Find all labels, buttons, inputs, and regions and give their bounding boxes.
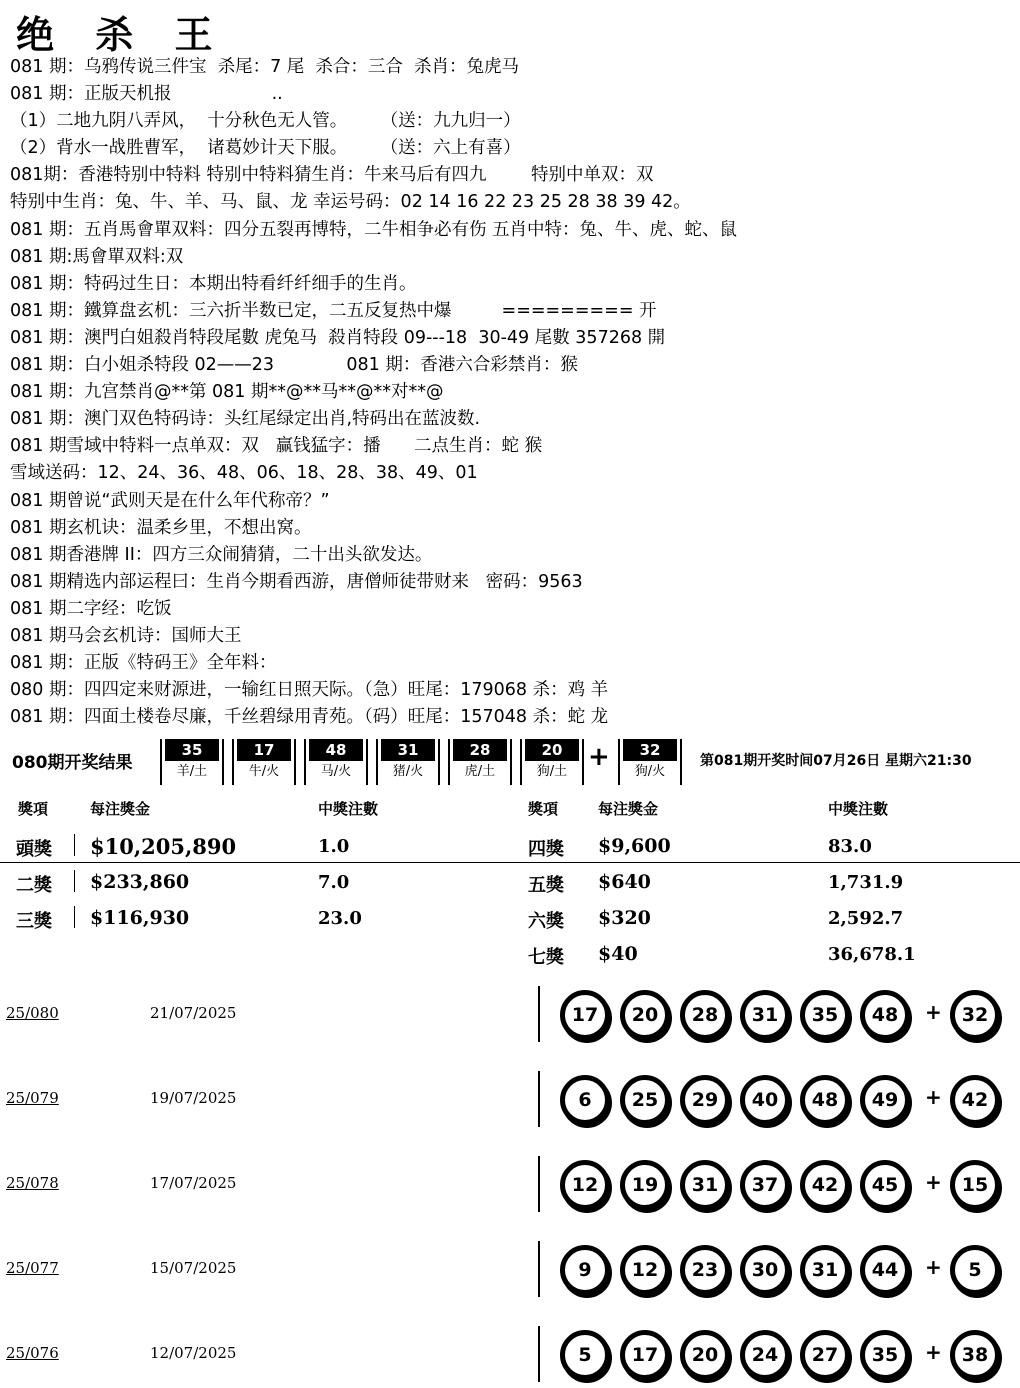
forecast-line: （1）二地九阴八弄风， 十分秋色无人管。 （送：九九归一）: [10, 111, 521, 132]
forecast-line: 081期：香港特别中特料 特别中特料猜生肖：牛来马后有四九 特别中单双：双: [10, 165, 654, 186]
forecast-line: 雪域送码：12、24、36、48、06、18、28、38、49、01: [10, 463, 478, 484]
prize-header-count: 中獎注數: [318, 800, 379, 818]
history-ball: 48: [860, 990, 910, 1040]
draw-ball: [448, 739, 512, 785]
prize-name: 頭獎: [16, 839, 52, 860]
prize-name: 二獎: [16, 875, 52, 896]
prize-header-amount: 每注獎金: [598, 800, 659, 818]
history-ball: 45: [860, 1160, 910, 1210]
history-special-ball: 5: [950, 1245, 1000, 1295]
history-date: 19/07/2025: [150, 1089, 237, 1107]
prize-amount: $233,860: [90, 871, 190, 893]
draw-ball-zodiac: 狗/土: [536, 764, 568, 779]
forecast-line: 081 期曾说“武则天是在什么年代称帝？”: [10, 490, 330, 511]
draw-ball-number: 28: [453, 739, 507, 761]
prize-count: 1,731.9: [828, 872, 904, 893]
history-ball: 35: [800, 990, 850, 1040]
draw-ball-number: 20: [525, 739, 579, 761]
history-ball: 40: [740, 1075, 790, 1125]
forecast-line: 081 期：白小姐杀特段 02——23 081 期：香港六合彩禁肖：猴: [10, 355, 578, 376]
prize-table: [0, 796, 1020, 976]
history-ball: 9: [560, 1245, 610, 1295]
prize-header-item: 獎項: [528, 800, 559, 818]
divider: [538, 1156, 540, 1212]
prize-header-count: 中獎注數: [828, 800, 889, 818]
history-draw-id[interactable]: 25/077: [6, 1259, 59, 1277]
history-date: 21/07/2025: [150, 1004, 237, 1022]
forecast-line: 081 期香港牌 II：四方三众闹猜猜，二十出头欲发达。: [10, 544, 433, 565]
forecast-line: 081 期：九宫禁肖@**第 081 期**@**马**@**对**@: [10, 382, 444, 403]
history-ball: 35: [860, 1330, 910, 1380]
divider: [0, 862, 1020, 863]
history-special-ball: 38: [950, 1330, 1000, 1380]
draw-ball: [160, 739, 224, 785]
forecast-line: 081 期精选内部运程曰：生肖今期看西游，唐僧师徒带财来 密码：9563: [10, 571, 583, 592]
draw-ball-zodiac: 牛/火: [248, 764, 280, 779]
history-special-ball: 32: [950, 990, 1000, 1040]
forecast-line: 081 期二字经：吃饭: [10, 598, 172, 619]
forecast-line: 081 期：澳门双色特码诗：头红尾绿定出肖,特码出在蓝波数.: [10, 409, 481, 430]
history-ball: 23: [680, 1245, 730, 1295]
history-row: [0, 1324, 1020, 1386]
page-title: 绝 杀 王: [16, 12, 227, 57]
history-draw-id[interactable]: 25/076: [6, 1344, 59, 1362]
plus-icon: +: [925, 1170, 942, 1194]
history-ball: 20: [680, 1330, 730, 1380]
history-ball: 30: [740, 1245, 790, 1295]
forecast-line: 081 期：正版《特码王》全年料：: [10, 653, 277, 674]
divider: [538, 1326, 540, 1382]
prize-name: 七獎: [528, 947, 564, 968]
forecast-line: 081 期：鐵算盘玄机：三六折半数已定，二五反复热中爆 ========= 开: [10, 300, 657, 321]
draw-ball-number: 48: [309, 739, 363, 761]
history-draw-id[interactable]: 25/079: [6, 1089, 59, 1107]
draw-result-bar: [0, 736, 1020, 786]
history-ball: 6: [560, 1075, 610, 1125]
draw-ball-zodiac: 马/火: [320, 764, 352, 779]
history-ball: 44: [860, 1245, 910, 1295]
forecast-line: （2）背水一战胜曹军， 诸葛妙计天下服。 （送：六上有喜）: [10, 138, 521, 159]
history-row: [0, 1154, 1020, 1216]
prize-amount: $40: [598, 943, 638, 965]
forecast-line: 081 期玄机诀：温柔乡里，不想出窝。: [10, 517, 312, 538]
forecast-line: 081 期雪域中特料一点单双：双 赢钱猛字：播 二点生肖：蛇 猴: [10, 436, 543, 457]
divider: [74, 870, 75, 892]
forecast-line: 081 期:馬會單双料:双: [10, 246, 184, 267]
draw-ball-number: 35: [165, 739, 219, 761]
prize-name: 三獎: [16, 911, 52, 932]
draw-result-label: 080期开奖结果: [12, 753, 133, 773]
plus-icon: +: [925, 1085, 942, 1109]
plus-icon: +: [925, 1000, 942, 1024]
history-row: [0, 1069, 1020, 1131]
draw-ball-number: 32: [623, 739, 677, 761]
history-ball: 25: [620, 1075, 670, 1125]
history-ball: 17: [620, 1330, 670, 1380]
history-ball: 31: [800, 1245, 850, 1295]
prize-amount: $116,930: [90, 907, 190, 929]
prize-count: 2,592.7: [828, 908, 904, 929]
history-date: 17/07/2025: [150, 1174, 237, 1192]
draw-ball-zodiac: 猪/火: [392, 764, 424, 779]
history-ball: 31: [680, 1160, 730, 1210]
forecast-line: 081 期：澳門白姐殺肖特段尾數 虎兔马 殺肖特段 09---18 30-49 尾數 357268 開: [10, 327, 666, 348]
draw-ball-zodiac: 羊/土: [176, 764, 208, 779]
draw-ball-zodiac: 狗/火: [634, 764, 666, 779]
forecast-line: 080 期：四四定来财源进，一输红日照天际。（急）旺尾：179068 杀：鸡 羊: [10, 680, 609, 701]
history-special-ball: 15: [950, 1160, 1000, 1210]
history-ball: 42: [800, 1160, 850, 1210]
prize-amount: $320: [598, 907, 651, 929]
forecast-text-block: [10, 54, 1010, 731]
next-draw-info: 第081期开奖时间07月26日 星期六21:30: [700, 753, 972, 769]
history-ball: 12: [560, 1160, 610, 1210]
prize-count: 23.0: [318, 908, 362, 929]
prize-header-amount: 每注獎金: [90, 800, 151, 818]
draw-ball-number: 17: [237, 739, 291, 761]
prize-count: 83.0: [828, 836, 872, 857]
history-ball: 37: [740, 1160, 790, 1210]
forecast-line: 081 期：正版天机报 ..: [10, 84, 283, 105]
prize-count: 1.0: [318, 836, 350, 857]
prize-amount: $9,600: [598, 835, 671, 857]
history-ball: 31: [740, 990, 790, 1040]
draw-ball: [304, 739, 368, 785]
history-ball: 24: [740, 1330, 790, 1380]
draw-special-ball: [618, 739, 682, 785]
history-ball: 5: [560, 1330, 610, 1380]
history-draw-id[interactable]: 25/078: [6, 1174, 59, 1192]
plus-icon: +: [925, 1340, 942, 1364]
divider: [74, 906, 75, 928]
forecast-line: 081 期：乌鸦传说三件宝 杀尾：7 尾 杀合：三合 杀肖：兔虎马: [10, 57, 520, 77]
history-ball: 19: [620, 1160, 670, 1210]
prize-name: 五獎: [528, 875, 564, 896]
draw-ball-number: 31: [381, 739, 435, 761]
prize-name: 四獎: [528, 839, 564, 860]
prize-amount: $640: [598, 871, 651, 893]
draw-ball: [376, 739, 440, 785]
prize-name: 六獎: [528, 911, 564, 932]
divider: [74, 834, 75, 856]
forecast-line: 081 期：五肖馬會單双料：四分五裂再博特，二牛相争必有伤 五肖中特：兔、牛、虎、蛇、鼠: [10, 219, 738, 240]
history-ball: 48: [800, 1075, 850, 1125]
history-draw-id[interactable]: 25/080: [6, 1004, 59, 1022]
forecast-line: 081 期：四面土楼卷尽廉，千丝碧绿用青苑。（码）旺尾：157048 杀：蛇 龙: [10, 707, 609, 728]
prize-count: 36,678.1: [828, 944, 916, 965]
forecast-line: 081 期：特码过生日：本期出特看纤纤细手的生肖。: [10, 273, 417, 294]
forecast-line: 081 期马会玄机诗：国师大王: [10, 625, 242, 646]
history-ball: 27: [800, 1330, 850, 1380]
history-ball: 29: [680, 1075, 730, 1125]
history-special-ball: 42: [950, 1075, 1000, 1125]
draw-ball: [520, 739, 584, 785]
history-row: [0, 984, 1020, 1046]
divider: [538, 986, 540, 1042]
divider: [538, 1071, 540, 1127]
history-ball: 28: [680, 990, 730, 1040]
history-date: 15/07/2025: [150, 1259, 237, 1277]
history-ball: 20: [620, 990, 670, 1040]
plus-icon: +: [925, 1255, 942, 1279]
prize-header-item: 獎項: [18, 800, 49, 818]
draw-ball: [232, 739, 296, 785]
prize-count: 7.0: [318, 872, 350, 893]
history-ball: 12: [620, 1245, 670, 1295]
history-ball: 49: [860, 1075, 910, 1125]
history-date: 12/07/2025: [150, 1344, 237, 1362]
draw-ball-zodiac: 虎/土: [464, 764, 496, 779]
prize-amount: $10,205,890: [90, 834, 237, 859]
forecast-line: 特别中生肖：兔、牛、羊、马、鼠、龙 幸运号码：02 14 16 22 23 25 28 38 39 42。: [10, 192, 691, 213]
plus-icon: +: [588, 742, 610, 772]
history-row: [0, 1239, 1020, 1301]
history-ball: 17: [560, 990, 610, 1040]
divider: [538, 1241, 540, 1297]
